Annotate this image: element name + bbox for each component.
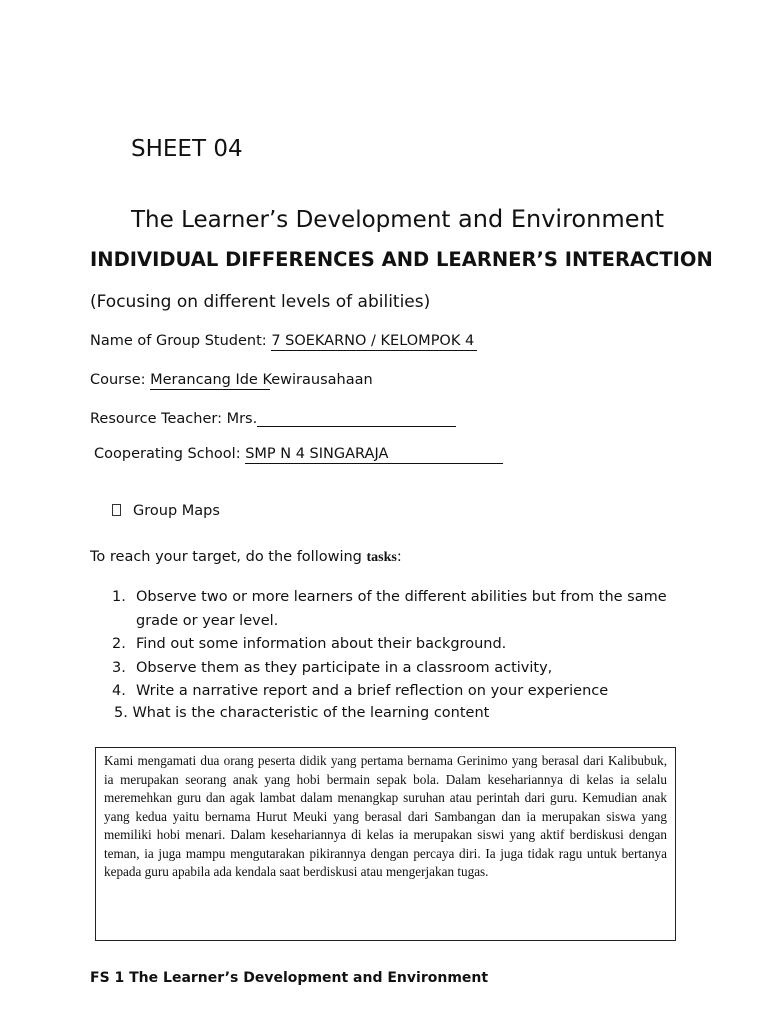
task-text: Observe two or more learners of the different abilities but from the same grade or year level. xyxy=(136,589,667,629)
task-item xyxy=(112,586,672,633)
task-number: 2. xyxy=(112,636,126,652)
task-item xyxy=(112,680,672,704)
task-text: Observe them as they participate in a classroom activity, xyxy=(136,659,553,676)
group-student-value[interactable]: 7 SOEKARNO / KELOMPOK 4 xyxy=(271,333,477,351)
section-heading: INDIVIDUAL DIFFERENCES AND LEARNER’S INTERACTION xyxy=(90,248,713,271)
cooperating-school-value[interactable]: SMP N 4 SINGARAJA xyxy=(245,446,503,464)
intro-colon: : xyxy=(396,549,402,565)
tasks-intro xyxy=(90,549,402,566)
group-maps-label: Group Maps xyxy=(133,503,220,519)
group-student-field xyxy=(90,333,477,351)
group-student-label: Name of Group Student: xyxy=(90,333,267,349)
cooperating-school-field xyxy=(94,446,503,464)
task-item-5: 5. What is the characteristic of the learning content xyxy=(114,705,490,721)
checkbox-icon xyxy=(112,504,121,516)
focus-subtitle: (Focusing on different levels of abilities) xyxy=(90,292,431,312)
page-footer: FS 1 The Learner’s Development and Environment xyxy=(90,970,489,986)
sheet-label: SHEET 04 xyxy=(131,136,243,162)
task-item xyxy=(112,657,672,681)
task-number: 1. xyxy=(112,589,126,605)
course-value[interactable]: Merancang Ide Kewirausahaan xyxy=(150,372,373,388)
title-part-2: and Environment xyxy=(450,205,665,233)
task-item xyxy=(112,633,672,657)
intro-text: To reach your target, do the following xyxy=(90,549,367,565)
resource-teacher-value[interactable] xyxy=(257,409,456,427)
course-field xyxy=(90,372,373,390)
task-number: 3. xyxy=(112,659,126,676)
resource-teacher-label: Resource Teacher: Mrs. xyxy=(90,411,258,427)
task-list xyxy=(112,586,672,704)
task-text: Write a narrative report and a brief reflection on your experience xyxy=(136,683,609,699)
intro-bold: tasks xyxy=(366,550,397,565)
task-text: Find out some information about their background. xyxy=(136,636,507,652)
resource-teacher-field xyxy=(90,409,456,427)
answer-box[interactable]: Kami mengamati dua orang peserta didik yang pertama bernama Gerinimo yang berasal dari Kalibubuk, ia merupakan seorang anak yang hobi bermain sepak bola. Dalam kesehariannya di kelas ia selalu meremehkan guru dan agak lambat dalam menangkap suruhan atau perintah dari guru. Kemudian anak yang kedua yaitu bernama Hurut Meuki yang berasal dari Sambangan dan ia merupakan siswa yang memiliki hobi menari. Dalam kesehariannya di kelas ia merupakan siswi yang aktif berdiskusi dengan teman, ia juga mampu mengutarakan pikirannya dengan percaya diri. Ia juga tidak ragu untuk bertanya kepada guru apabila ada kendala saat berdiskusi atau mengerjakan tugas. xyxy=(95,747,676,941)
title-part-1: The Learner’s Development xyxy=(131,207,451,233)
course-label: Course: xyxy=(90,372,146,388)
cooperating-school-label: Cooperating School: xyxy=(94,446,241,462)
group-maps-item xyxy=(112,503,220,519)
task-number: 4. xyxy=(112,683,126,699)
page-title xyxy=(131,205,664,233)
